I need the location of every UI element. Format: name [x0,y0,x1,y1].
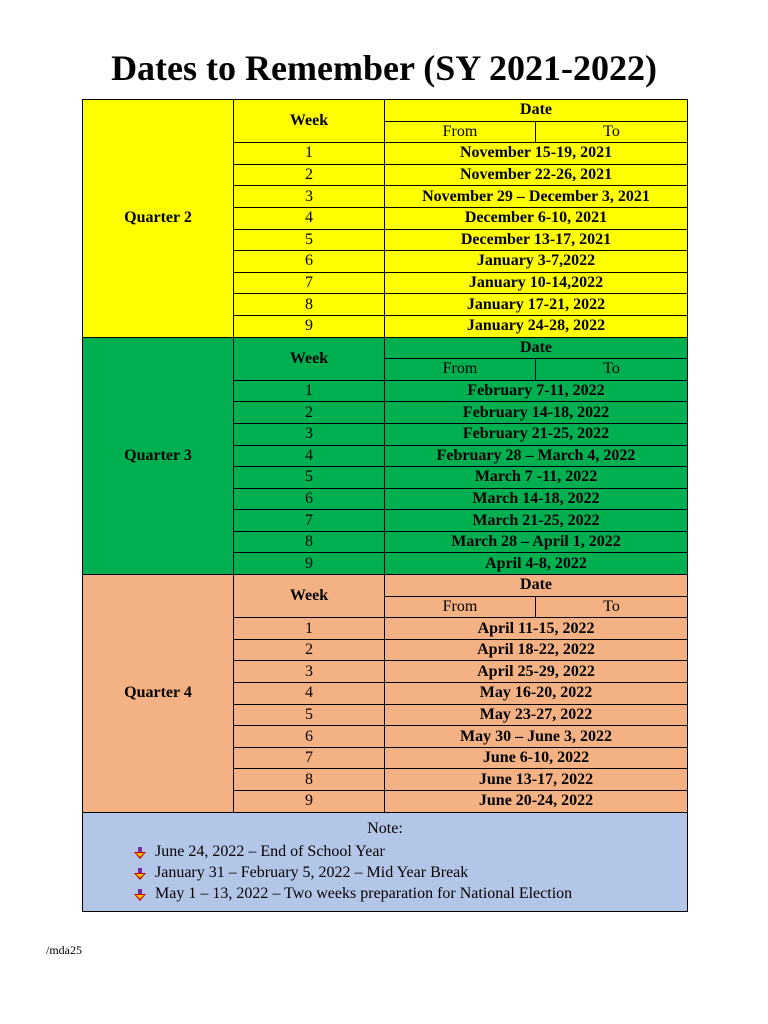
to-header: To [536,596,688,618]
to-header: To [536,359,688,381]
week-date-range: November 15-19, 2021 [385,143,688,165]
note-list [133,841,687,904]
to-header: To [536,121,688,143]
week-number: 2 [234,164,385,186]
week-number: 9 [234,553,385,575]
note-text: May 1 – 13, 2022 – Two weeks preparation for National Election [155,885,573,903]
week-number: 5 [234,704,385,726]
list-item [133,862,687,883]
week-date-range: February 7-11, 2022 [385,380,688,402]
note-label: Note: [367,820,403,838]
date-header: Date [385,100,688,122]
quarter-label: Quarter 3 [83,337,234,575]
date-header: Date [385,337,688,359]
week-date-range: April 18-22, 2022 [385,639,688,661]
week-date-range: December 6-10, 2021 [385,207,688,229]
week-number: 7 [234,272,385,294]
week-number: 8 [234,531,385,553]
week-date-range: March 28 – April 1, 2022 [385,531,688,553]
week-number: 7 [234,747,385,769]
note-text: June 24, 2022 – End of School Year [155,843,385,861]
week-date-range: April 11-15, 2022 [385,618,688,640]
week-date-range: December 13-17, 2021 [385,229,688,251]
week-date-range: November 29 – December 3, 2021 [385,186,688,208]
week-date-range: May 23-27, 2022 [385,704,688,726]
week-date-range: June 13-17, 2022 [385,769,688,791]
week-date-range: June 20-24, 2022 [385,791,688,813]
week-number: 9 [234,791,385,813]
list-item [133,841,687,862]
footer-code: /mda25 [46,943,82,957]
week-date-range: November 22-26, 2021 [385,164,688,186]
week-date-range: May 16-20, 2022 [385,683,688,705]
calendar-table [82,99,688,912]
week-number: 4 [234,445,385,467]
from-header: From [385,596,536,618]
week-date-range: March 14-18, 2022 [385,488,688,510]
week-date-range: March 21-25, 2022 [385,510,688,532]
week-number: 5 [234,229,385,251]
week-date-range: May 30 – June 3, 2022 [385,726,688,748]
quarter-header-row [83,100,688,122]
quarter-label: Quarter 4 [83,575,234,813]
week-header: Week [234,337,385,380]
week-number: 3 [234,186,385,208]
week-date-range: April 25-29, 2022 [385,661,688,683]
quarter-label: Quarter 2 [83,100,234,338]
note-text: January 31 – February 5, 2022 – Mid Year Break [155,864,469,882]
week-date-range: March 7 -11, 2022 [385,467,688,489]
week-number: 6 [234,726,385,748]
week-date-range: January 10-14,2022 [385,272,688,294]
week-number: 6 [234,251,385,273]
week-number: 4 [234,683,385,705]
date-header: Date [385,575,688,597]
week-number: 8 [234,294,385,316]
week-date-range: February 28 – March 4, 2022 [385,445,688,467]
week-number: 1 [234,618,385,640]
from-header: From [385,359,536,381]
down-arrow-bullet-icon [133,845,147,859]
week-date-range: January 17-21, 2022 [385,294,688,316]
week-date-range: January 3-7,2022 [385,251,688,273]
quarter-header-row [83,337,688,359]
week-header: Week [234,575,385,618]
week-date-range: January 24-28, 2022 [385,315,688,337]
week-number: 8 [234,769,385,791]
week-number: 9 [234,315,385,337]
quarter-header-row [83,575,688,597]
down-arrow-bullet-icon [133,887,147,901]
list-item [133,883,687,904]
week-date-range: April 4-8, 2022 [385,553,688,575]
note-section [83,812,688,911]
week-number: 2 [234,639,385,661]
note-row [83,812,688,911]
week-number: 2 [234,402,385,424]
from-header: From [385,121,536,143]
week-number: 1 [234,380,385,402]
week-date-range: February 21-25, 2022 [385,423,688,445]
week-header: Week [234,100,385,143]
week-number: 1 [234,143,385,165]
week-number: 5 [234,467,385,489]
week-number: 6 [234,488,385,510]
down-arrow-bullet-icon [133,866,147,880]
week-number: 4 [234,207,385,229]
week-number: 7 [234,510,385,532]
week-date-range: June 6-10, 2022 [385,747,688,769]
week-number: 3 [234,661,385,683]
week-date-range: February 14-18, 2022 [385,402,688,424]
page-title: Dates to Remember (SY 2021-2022) [111,48,657,88]
week-number: 3 [234,423,385,445]
